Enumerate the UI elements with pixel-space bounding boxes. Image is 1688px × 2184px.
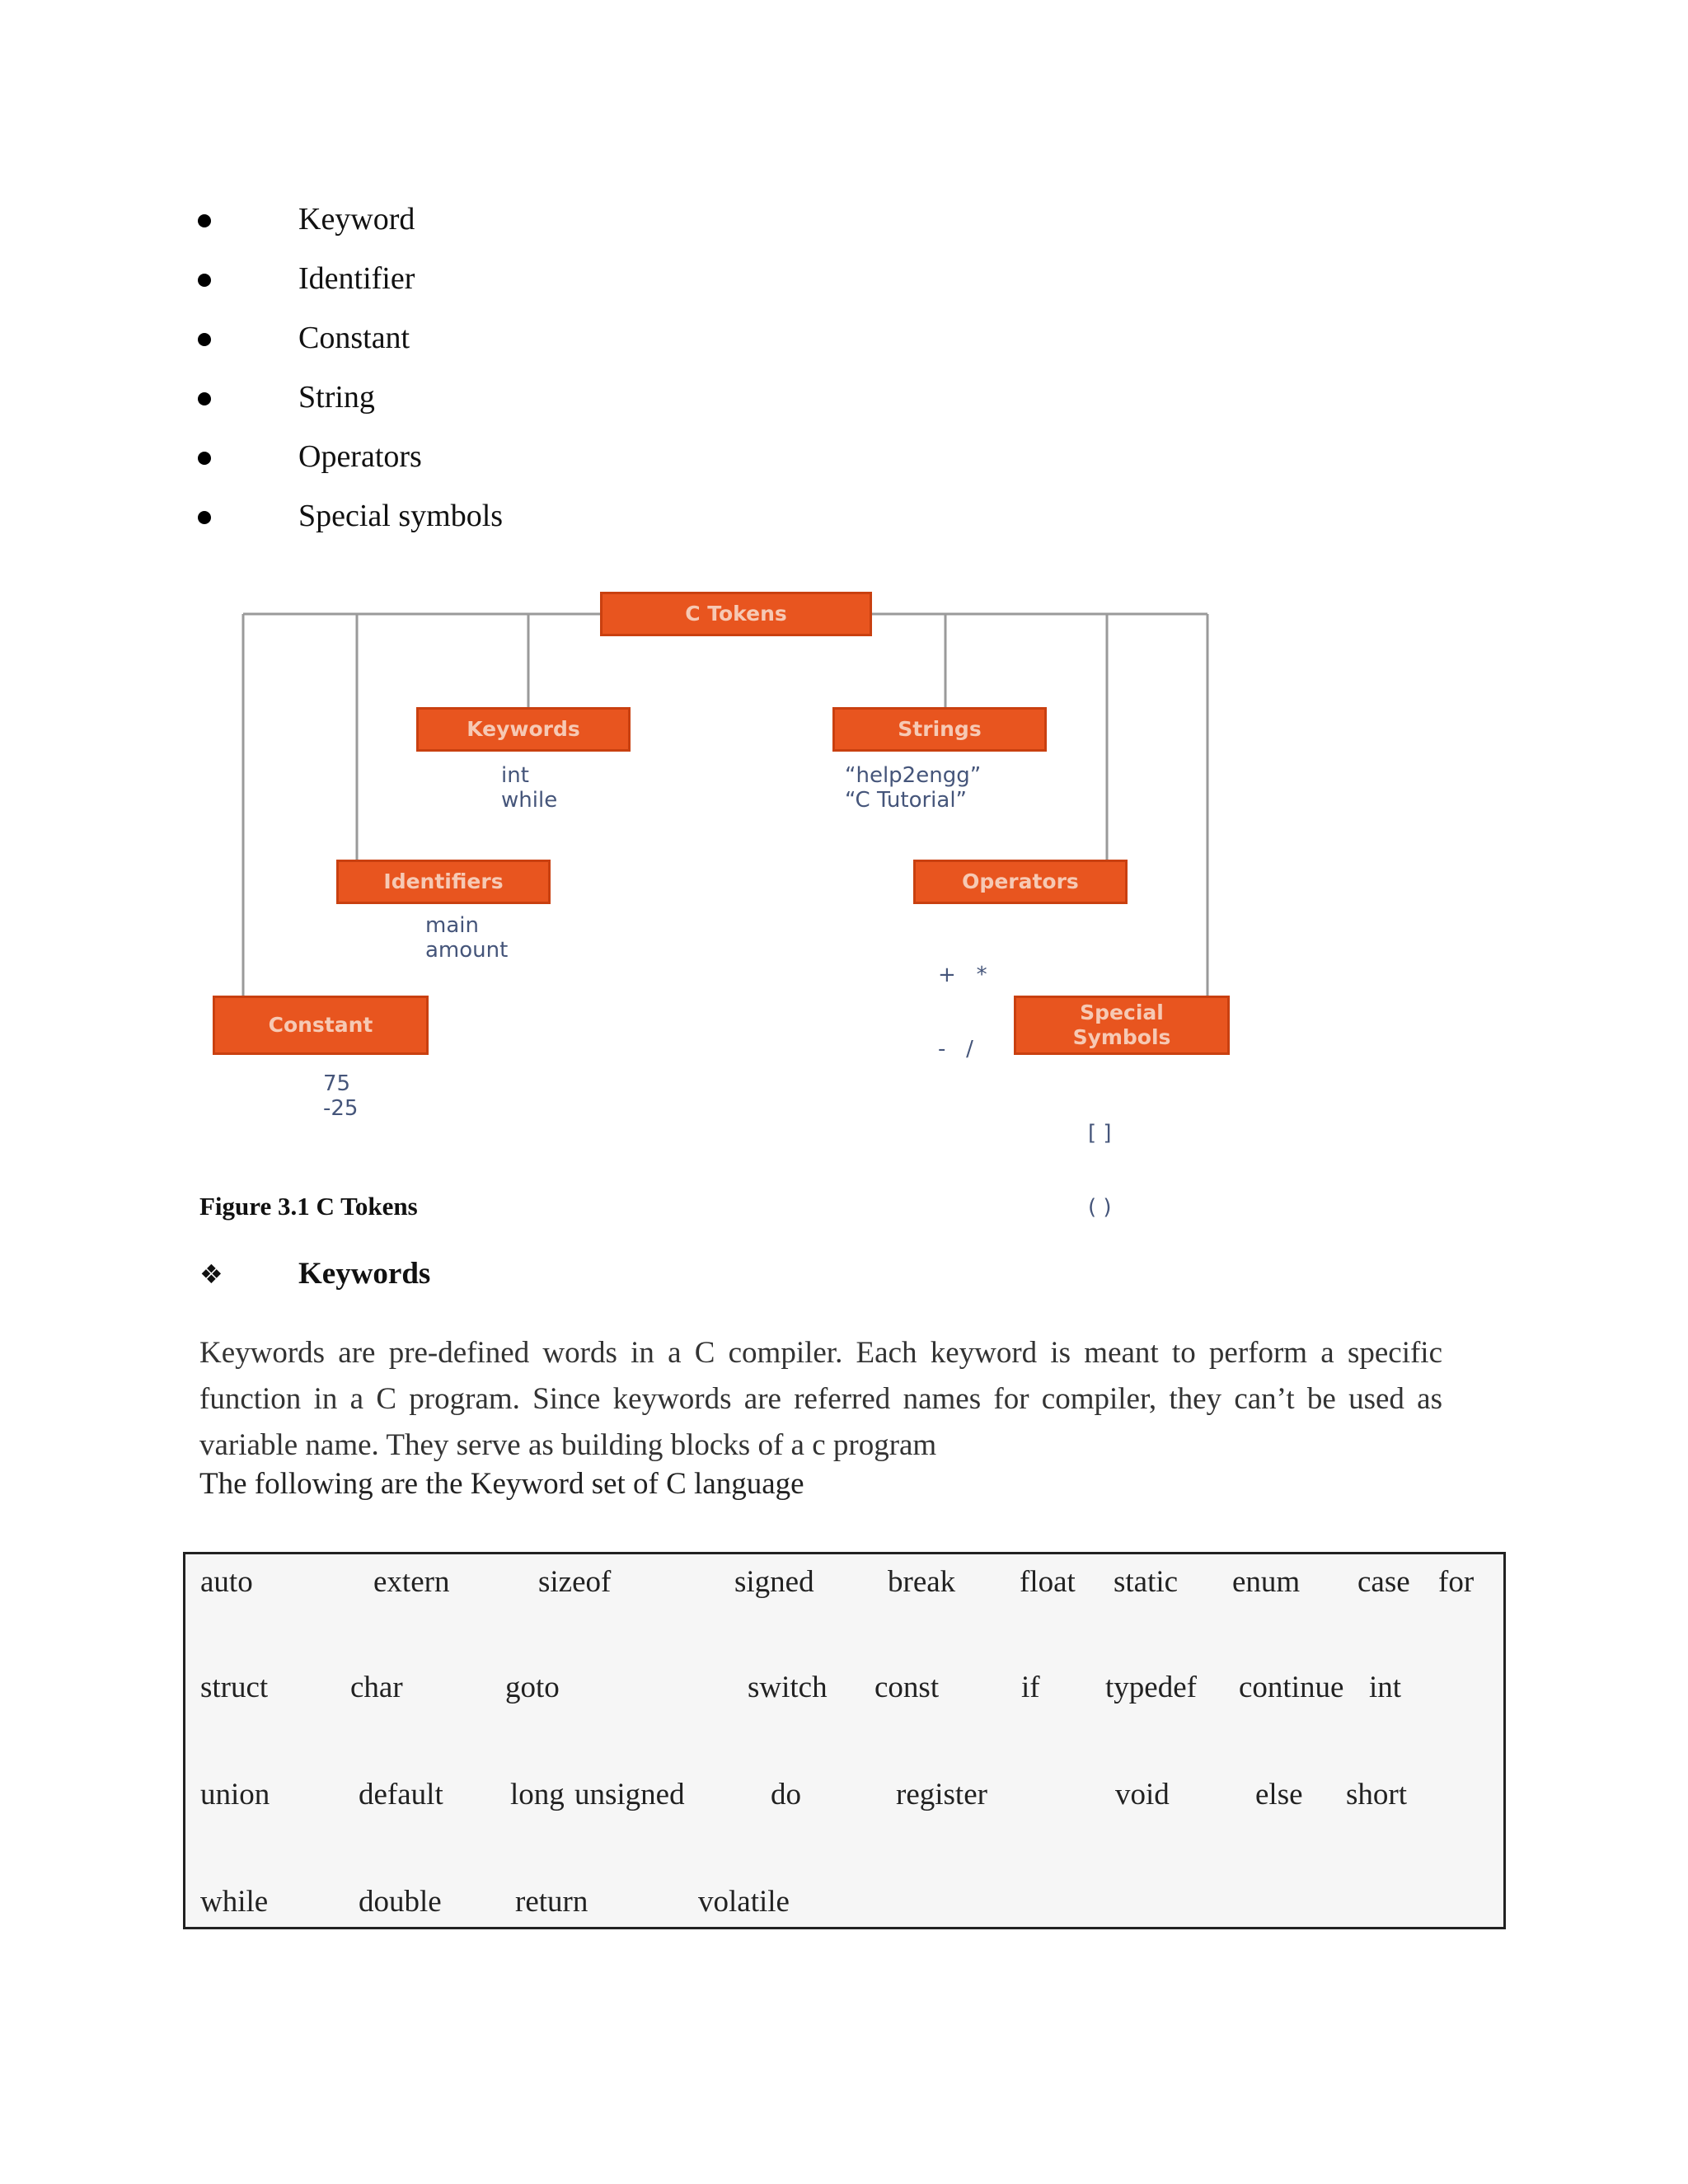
section-title: Keywords bbox=[298, 1257, 431, 1291]
keyword-cell: enum bbox=[1232, 1565, 1301, 1599]
keyword-cell: typedef bbox=[1105, 1671, 1197, 1704]
diamond-cluster-icon: ❖ bbox=[199, 1258, 223, 1290]
keyword-cell: unsigned bbox=[574, 1778, 685, 1811]
keyword-cell: long bbox=[510, 1778, 565, 1811]
keywords-paragraph: Keywords are pre-defined words in a C compiler. Each keyword is meant to perform a specific function in a C program. Since keywords are referred names for compiler, they can’t be used as variable name. They serve as building blocks of a c program bbox=[199, 1336, 1442, 1462]
keyword-cell: char bbox=[350, 1671, 403, 1704]
keyword-cell: for bbox=[1438, 1565, 1475, 1599]
bullet-icon bbox=[198, 452, 211, 465]
keyword-cell: extern bbox=[373, 1565, 450, 1599]
bullet-icon bbox=[198, 274, 211, 287]
node-strings: Strings bbox=[832, 707, 1047, 752]
node-special-symbols: Special Symbols bbox=[1014, 996, 1230, 1055]
bullet-icon bbox=[198, 511, 211, 524]
keyword-cell: volatile bbox=[698, 1885, 790, 1919]
keyword-cell: else bbox=[1255, 1778, 1303, 1811]
node-constant: Constant bbox=[213, 996, 429, 1055]
keyword-cell: const bbox=[874, 1671, 940, 1704]
keyword-cell: while bbox=[200, 1885, 269, 1919]
operators-examples: + * - / bbox=[938, 963, 987, 1062]
node-identifiers: Identifiers bbox=[336, 860, 551, 904]
document-page: Keyword Identifier Constant String Operators Special symbols C Tokens Keywords int while Strings “help2engg” “C Tutorial” Identifiers main amount Operators + * - / Constant 75 -25 Special Symbols [ ] ( ) Figure 3.1 C Tokens ❖ Keywords Keywords are pre-defined words in a C compiler. Each keyword is meant to perform a specific function in a C program. Since keywords are referred names for compiler, they can’t be used as variable name. They serve as building blocks of a c program The following are the Keyword set of C language auto extern sizeof signed break float static enum case for struct char goto switch const if typedef continue int union default long unsigned do register void else short while double return volatile bbox=[0, 0, 1688, 2184]
keywords-examples: int while bbox=[501, 763, 558, 813]
bullet-icon bbox=[198, 392, 211, 405]
keyword-cell: switch bbox=[748, 1671, 828, 1704]
bullet-icon bbox=[198, 333, 211, 346]
keyword-cell: register bbox=[896, 1778, 987, 1811]
keyword-table bbox=[183, 1552, 1506, 1929]
keyword-cell: do bbox=[771, 1778, 801, 1811]
keyword-cell: sizeof bbox=[538, 1565, 612, 1599]
keyword-cell: void bbox=[1115, 1778, 1170, 1811]
node-keywords: Keywords bbox=[416, 707, 631, 752]
keyword-cell: float bbox=[1020, 1565, 1076, 1599]
keyword-cell: union bbox=[200, 1778, 270, 1811]
keyword-cell: int bbox=[1369, 1671, 1402, 1704]
keyword-cell: default bbox=[359, 1778, 443, 1811]
node-c-tokens: C Tokens bbox=[600, 592, 872, 636]
node-operators: Operators bbox=[913, 860, 1128, 904]
keyword-cell: static bbox=[1114, 1565, 1179, 1599]
keyword-cell: struct bbox=[200, 1671, 269, 1704]
keyword-cell: double bbox=[359, 1885, 442, 1919]
keyword-cell: signed bbox=[734, 1565, 814, 1599]
keyword-cell: break bbox=[888, 1565, 956, 1599]
strings-examples: “help2engg” “C Tutorial” bbox=[845, 763, 982, 813]
keyword-cell: auto bbox=[200, 1565, 253, 1599]
bullet-icon bbox=[198, 214, 211, 227]
keywords-intro-line: The following are the Keyword set of C language bbox=[199, 1467, 804, 1501]
keyword-cell: case bbox=[1357, 1565, 1410, 1599]
keyword-cell: goto bbox=[505, 1671, 560, 1704]
keyword-cell: short bbox=[1346, 1778, 1407, 1811]
constant-examples: 75 -25 bbox=[323, 1071, 359, 1121]
keyword-cell: continue bbox=[1239, 1671, 1344, 1704]
keyword-cell: if bbox=[1021, 1671, 1040, 1704]
figure-caption: Figure 3.1 C Tokens bbox=[199, 1192, 418, 1221]
keyword-cell: return bbox=[515, 1885, 588, 1919]
special-symbols-examples: [ ] ( ) bbox=[1088, 1121, 1112, 1220]
identifiers-examples: main amount bbox=[425, 913, 509, 963]
